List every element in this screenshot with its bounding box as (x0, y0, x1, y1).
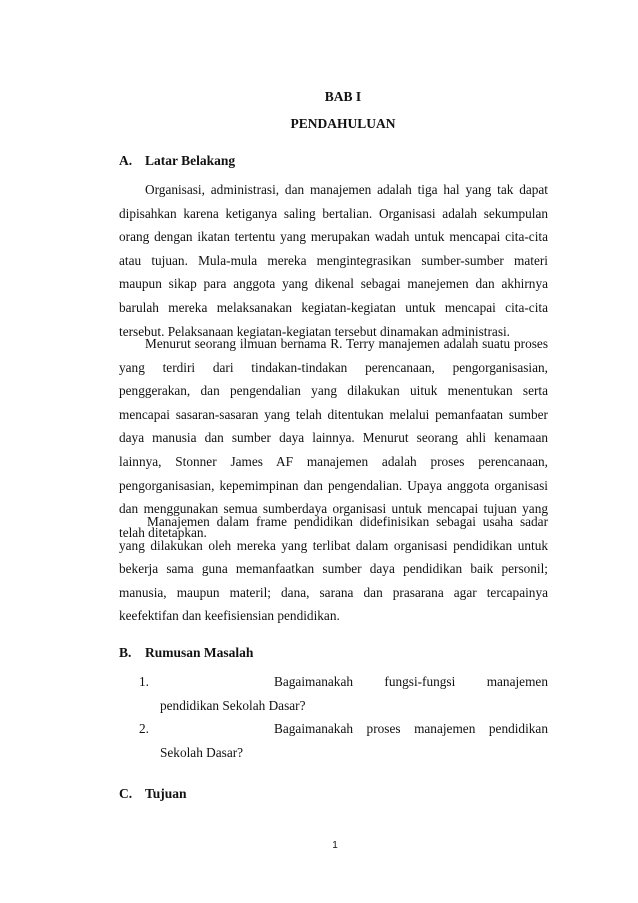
section-letter: C. (119, 786, 133, 801)
section-title-text: Latar Belakang (145, 153, 236, 168)
section-title-text: Tujuan (145, 786, 187, 801)
section-heading-latar-belakang (119, 153, 235, 169)
word: Bagaimanakah (274, 674, 354, 689)
list-item-line2: pendidikan Sekolah Dasar? (160, 697, 306, 713)
paragraph: Organisasi, administrasi, dan manajemen adalah tiga hal yang tak dapat dipisahkan karena ketiganya saling bertalian. Organisasi adalah sekumpulan orang dengan ikatan tertentu yang merupakan wadah untuk mencapai cita-cita atau tujuan. Mula-mula mereka mengintegrasikan sumber-sumber materi maupun sikap para anggota yang dikenal sebagai manejemen dan akhirnya barulah mereka melaksanakan kegiatan-kegiatan untuk mencapai cita-cita tersebut. Pelaksanaan kegiatan-kegiatan tersebut dinamakan administrasi. (119, 182, 548, 339)
paragraph: Manajemen dalam frame pendidikan didefinisikan sebagai usaha sadar yang dilakukan oleh mereka yang terlibat dalam organisasi pendidikan untuk bekerja sama guna memanfaatkan sumber daya pendidikan baik personil; manusia, maupun materil; dana, sarana dan prasarana agar tercapainya keefektifan dan keefisiensian pendidikan. (119, 514, 548, 624)
list-item-line1 (274, 717, 548, 741)
word: Bagaimanakah (274, 721, 354, 736)
section-title-text: Rumusan Masalah (145, 645, 254, 660)
word: manajemen (486, 674, 548, 689)
paragraph: Menurut seorang ilmuan bernama R. Terry manajemen adalah suatu proses yang terdiri dari tindakan-tindakan perencanaan, pengorganisasian, penggerakan, dan pengendalian yang dilakukan uituk menentukan serta mencapai sasaran-sasaran yang telah ditentukan melalui pemanfaatan sumber daya manusia dan sumber daya lainnya. Menurut seorang ahli kenamaan lainnya, Stonner James AF manajemen adalah proses perencanaan, pengorganisasian, kepemimpinan dan pengendalian. Upaya anggota organisasi dan menggunakan semua sumberdaya organisasi untuk mencapai tujuan yang telah ditetapkan. (119, 336, 548, 540)
chapter-title: PENDAHULUAN (290, 116, 396, 131)
list-number: 2. (139, 721, 149, 736)
word: proses (366, 721, 401, 736)
section-letter: B. (119, 645, 132, 660)
list-item-line1 (274, 670, 548, 694)
page-number: 1 (332, 840, 338, 851)
word: fungsi-fungsi (384, 674, 456, 689)
word: manajemen (414, 721, 476, 736)
section-heading-tujuan (119, 786, 187, 802)
section-letter: A. (119, 153, 133, 168)
list-item-line2: Sekolah Dasar? (160, 744, 244, 760)
section-heading-rumusan-masalah (119, 645, 253, 661)
list-number: 1. (139, 674, 149, 689)
chapter-label: BAB I (324, 89, 362, 104)
word: pendidikan (488, 721, 548, 736)
